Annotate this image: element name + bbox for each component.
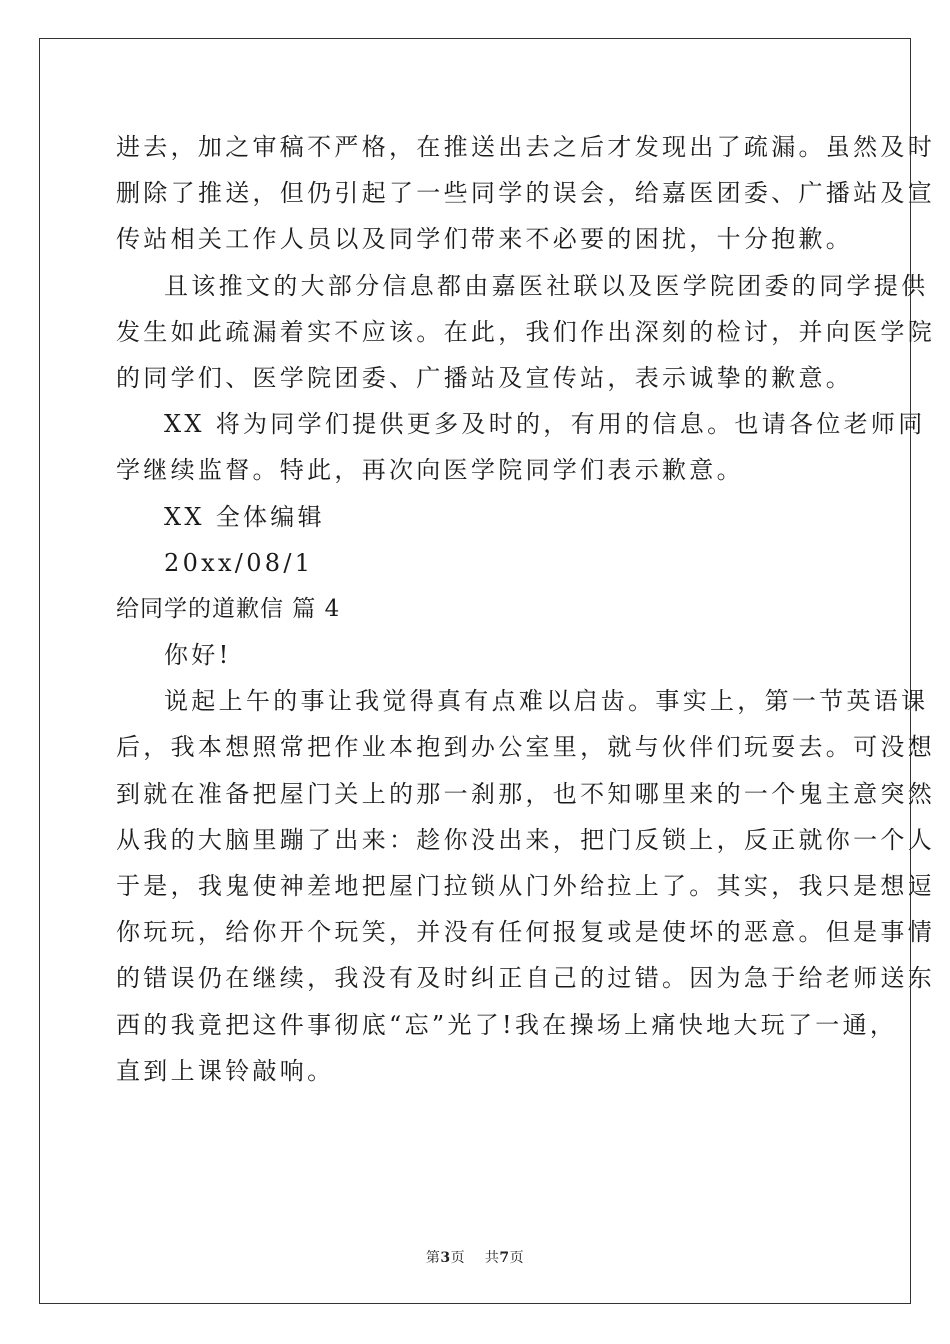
total-suffix: 页 [509, 1250, 525, 1266]
text-line: 20xx/08/1 [164, 548, 314, 577]
text-line: 从我的大脑里蹦了出来：趁你没出来，把门反锁上，反正就你一个人 [116, 825, 935, 854]
text-line: 西的我竟把这件事彻底“忘”光了!我在操场上痛快地大玩了一通， [116, 1010, 898, 1039]
text-line: XX 将为同学们提供更多及时的，有用的信息。也请各位老师同 [164, 410, 926, 439]
page-number: 3 [440, 1250, 451, 1266]
text-line: 直到上课铃敲响。 [116, 1056, 335, 1085]
page-suffix: 页 [450, 1250, 466, 1266]
total-pages: 7 [499, 1250, 510, 1266]
text-line: 传站相关工作人员以及同学们带来不必要的困扰，十分抱歉。 [116, 225, 854, 254]
page-footer [0, 1247, 950, 1267]
text-line: 于是，我鬼使神差地把屋门拉锁从门外给拉上了。其实，我只是想逗 [116, 872, 935, 900]
text-line: 发生如此疏漏着实不应该。在此，我们作出深刻的检讨，并向医学院 [116, 317, 935, 346]
text-line: XX 全体编辑 [164, 502, 325, 531]
text-line: 你好! [164, 641, 232, 670]
page-prefix: 第 [425, 1250, 441, 1266]
total-prefix: 共 [484, 1250, 500, 1266]
document-body [116, 124, 935, 1094]
text-line: 你玩玩，给你开个玩笑，并没有任何报复或是使坏的恶意。但是事情 [116, 918, 935, 947]
text-line: 后，我本想照常把作业本抱到办公室里，就与伙伴们玩耍去。可没想 [116, 733, 935, 762]
text-line: 删除了推送，但仍引起了一些同学的误会，给嘉医团委、广播站及宣 [116, 179, 935, 208]
text-line: 的错误仍在继续，我没有及时纠正自己的过错。因为急于给老师送东 [116, 964, 935, 993]
section-heading: 给同学的道歉信 篇 4 [116, 595, 341, 622]
text-line: 学继续监督。特此，再次向医学院同学们表示歉意。 [116, 456, 744, 485]
text-line: 说起上午的事让我觉得真有点难以启齿。事实上，第一节英语课 [164, 687, 929, 716]
text-line: 到就在准备把屋门关上的那一刹那，也不知哪里来的一个鬼主意突然 [116, 779, 935, 808]
text-line: 进去，加之审稿不严格，在推送出去之后才发现出了疏漏。虽然及时 [116, 133, 935, 161]
text-line: 的同学们、医学院团委、广播站及宣传站，表示诚挚的歉意。 [116, 363, 854, 392]
text-line: 且该推文的大部分信息都由嘉医社联以及医学院团委的同学提供 [164, 271, 929, 300]
